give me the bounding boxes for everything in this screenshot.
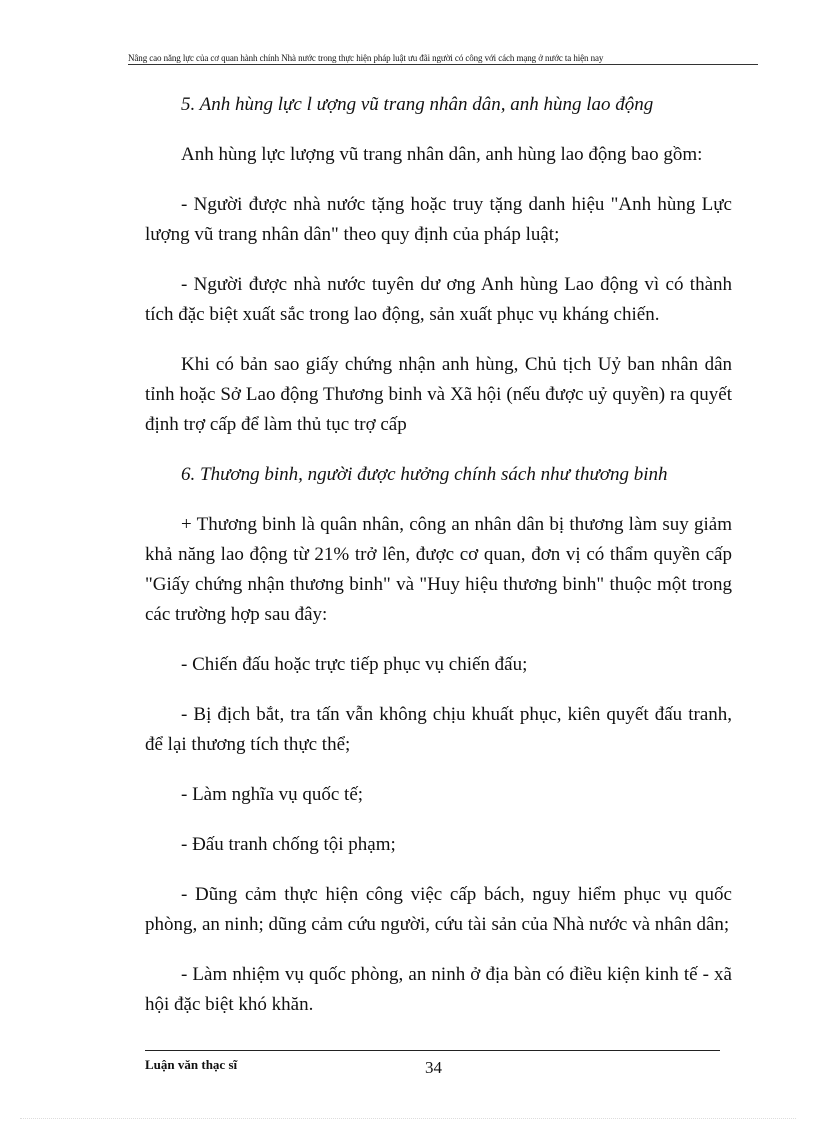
list-item: - Chiến đấu hoặc trực tiếp phục vụ chiến đấu; — [181, 654, 528, 675]
list-item: - Đấu tranh chống tội phạm; — [181, 834, 396, 855]
paragraph: Anh hùng lực lượng vũ trang nhân dân, anh hùng lao động bao gồm: — [181, 144, 703, 165]
footer-divider — [145, 1050, 720, 1051]
document-body — [145, 90, 732, 1040]
list-item: - Người được nhà nước tuyên dư ơng Anh hùng Lao động vì có thành tích đặc biệt xuất sắc trong lao động, sản xuất phục vụ kháng chiến. — [145, 274, 732, 325]
list-item: - Làm nhiệm vụ quốc phòng, an ninh ở địa bàn có điều kiện kinh tế - xã hội đặc biệt khó khăn. — [145, 964, 732, 1015]
list-item: - Làm nghĩa vụ quốc tế; — [181, 784, 364, 805]
list-item: - Bị địch bắt, tra tấn vẫn không chịu khuất phục, kiên quyết đấu tranh, để lại thương tích thực thể; — [145, 704, 732, 755]
paragraph: Khi có bản sao giấy chứng nhận anh hùng, Chủ tịch Uỷ ban nhân dân tỉnh hoặc Sở Lao động Thương binh và Xã hội (nếu được uỷ quyền) ra quyết định trợ cấp để làm thủ tục trợ cấp — [145, 354, 732, 435]
footer-label: Luận văn thạc sĩ — [145, 1057, 238, 1072]
list-item: - Dũng cảm thực hiện công việc cấp bách, nguy hiểm phục vụ quốc phòng, an ninh; dũng cảm cứu người, cứu tài sản của Nhà nước và nhân dân; — [145, 884, 732, 935]
page-edge-divider — [20, 1118, 796, 1119]
running-header: Nâng cao năng lực của cơ quan hành chính Nhà nước trong thực hiện pháp luật ưu đãi người có công với cách mạng ở nước ta hiện nay — [128, 53, 758, 65]
section-heading: 5. Anh hùng lực l ượng vũ trang nhân dân, anh hùng lao động — [181, 94, 654, 115]
list-item: - Người được nhà nước tặng hoặc truy tặng danh hiệu "Anh hùng Lực lượng vũ trang nhân dân" theo quy định của pháp luật; — [145, 194, 732, 245]
section-heading: 6. Thương binh, người được hưởng chính sách như thương binh — [181, 464, 668, 485]
paragraph: + Thương binh là quân nhân, công an nhân dân bị thương làm suy giảm khả năng lao động từ 21% trở lên, được cơ quan, đơn vị có thẩm quyền cấp "Giấy chứng nhận thương binh" và "Huy hiệu thương binh" thuộc một trong các trường hợp sau đây: — [145, 514, 732, 625]
page-number: 34 — [425, 1058, 442, 1077]
